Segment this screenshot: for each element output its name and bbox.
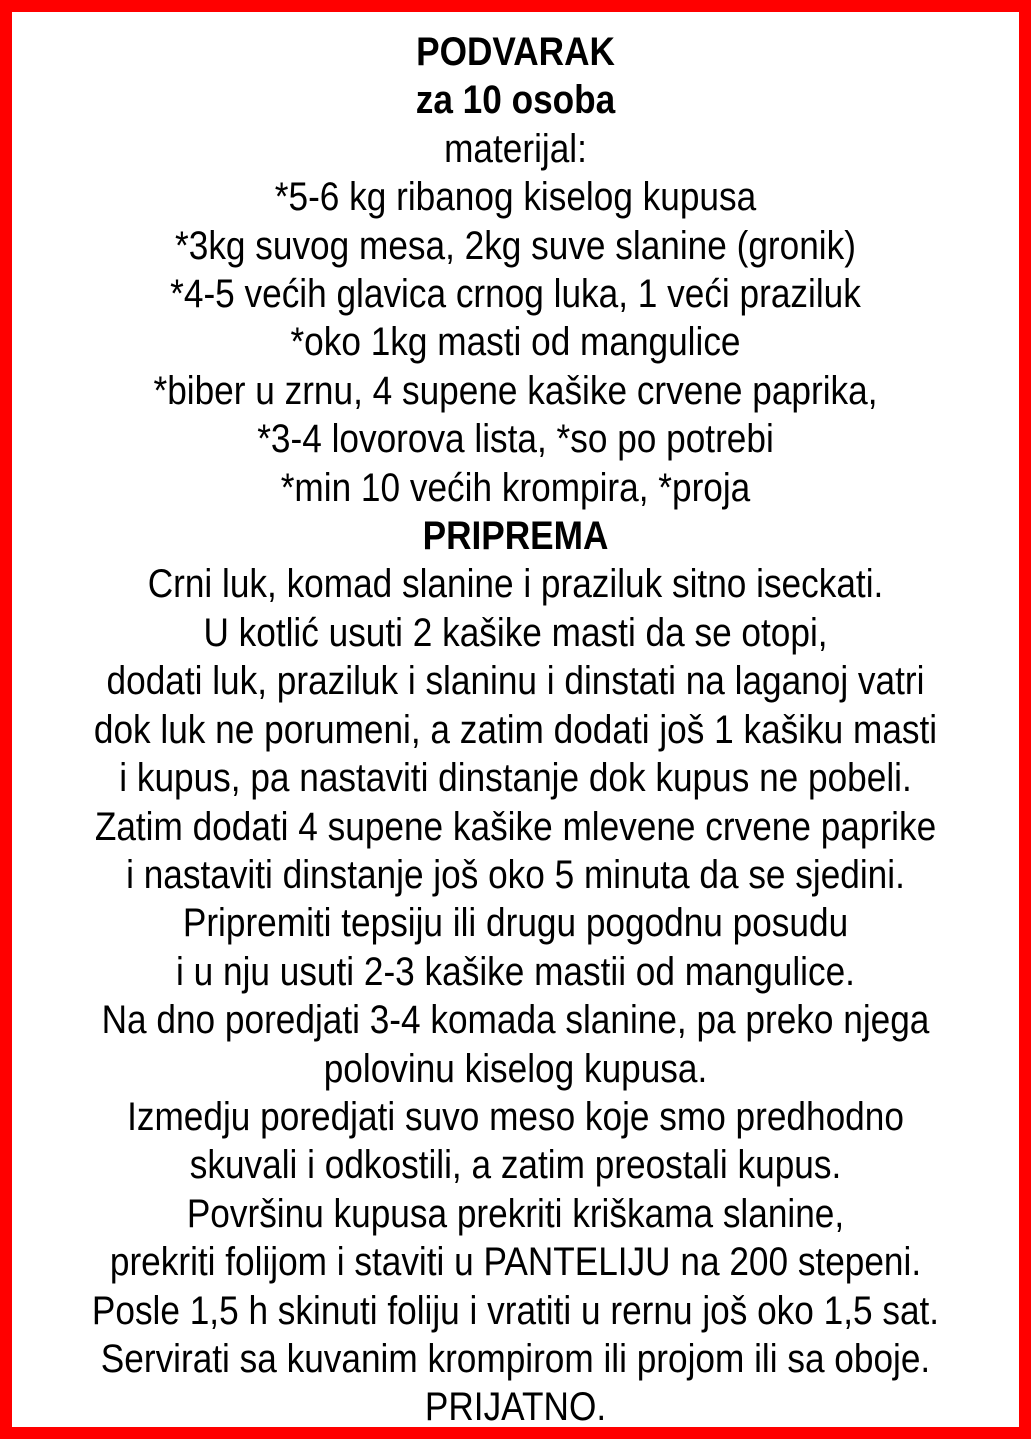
recipe-line: PRIJATNO.: [424, 1385, 607, 1430]
recipe-line: *oko 1kg masti od mangulice: [290, 320, 741, 365]
recipe-line: prekriti folijom i staviti u PANTELIJU na 200 stepeni.: [109, 1240, 922, 1285]
recipe-line: PODVARAK: [416, 30, 615, 74]
recipe-line: Servirati sa kuvanim krompirom ili projom ili sa oboje.: [100, 1336, 931, 1381]
recipe-line: Na dno poredjati 3-4 komada slanine, pa preko njega: [101, 998, 930, 1043]
recipe-line: Zatim dodati 4 supene kašike mlevene crvene paprike: [94, 804, 937, 849]
recipe-line: U kotlić usuti 2 kašike masti da se otopi,: [203, 610, 828, 655]
recipe-line: za 10 osoba: [415, 78, 616, 123]
recipe-line: i u nju usuti 2-3 kašike mastii od mangulice.: [176, 949, 855, 994]
recipe-line: *5-6 kg ribanog kiselog kupusa: [274, 175, 757, 220]
recipe-line: dok luk ne porumeni, a zatim dodati još 1 kašiku masti: [93, 707, 938, 752]
recipe-line: PRIPREMA: [422, 514, 609, 559]
recipe-line: *min 10 većih krompira, *proja: [280, 465, 751, 510]
recipe-line: dodati luk, praziluk i slaninu i dinstati na laganoj vatri: [106, 659, 925, 704]
recipe-line: polovinu kiselog kupusa.: [323, 1046, 708, 1091]
recipe-line: Posle 1,5 h skinuti foliju i vratiti u rernu još oko 1,5 sat.: [91, 1288, 940, 1333]
recipe-line: Izmedju poredjati suvo meso koje smo predhodno: [127, 1094, 904, 1139]
recipe-line: materijal:: [444, 126, 587, 171]
recipe-line: i nastaviti dinstanje još oko 5 minuta da se sjedini.: [126, 852, 905, 897]
recipe-line: Crni luk, komad slanine i praziluk sitno iseckati.: [147, 562, 884, 607]
recipe-line: *3-4 lovorova lista, *so po potrebi: [257, 417, 774, 462]
recipe-line: *3kg suvog mesa, 2kg suve slanine (gronik): [175, 223, 856, 268]
recipe-line: skuvali i odkostili, a zatim preostali kupus.: [189, 1143, 842, 1188]
recipe-line: *4-5 većih glavica crnog luka, 1 veći praziluk: [170, 272, 861, 317]
recipe-line: *biber u zrnu, 4 supene kašike crvene paprika,: [153, 368, 878, 413]
recipe-body: [83, 24, 948, 1432]
recipe-line: Površinu kupusa prekriti kriškama slanine,: [186, 1191, 845, 1236]
recipe-line: i kupus, pa nastaviti dinstanje dok kupus ne pobeli.: [119, 756, 912, 801]
recipe-line: Pripremiti tepsiju ili drugu pogodnu posudu: [182, 901, 849, 946]
